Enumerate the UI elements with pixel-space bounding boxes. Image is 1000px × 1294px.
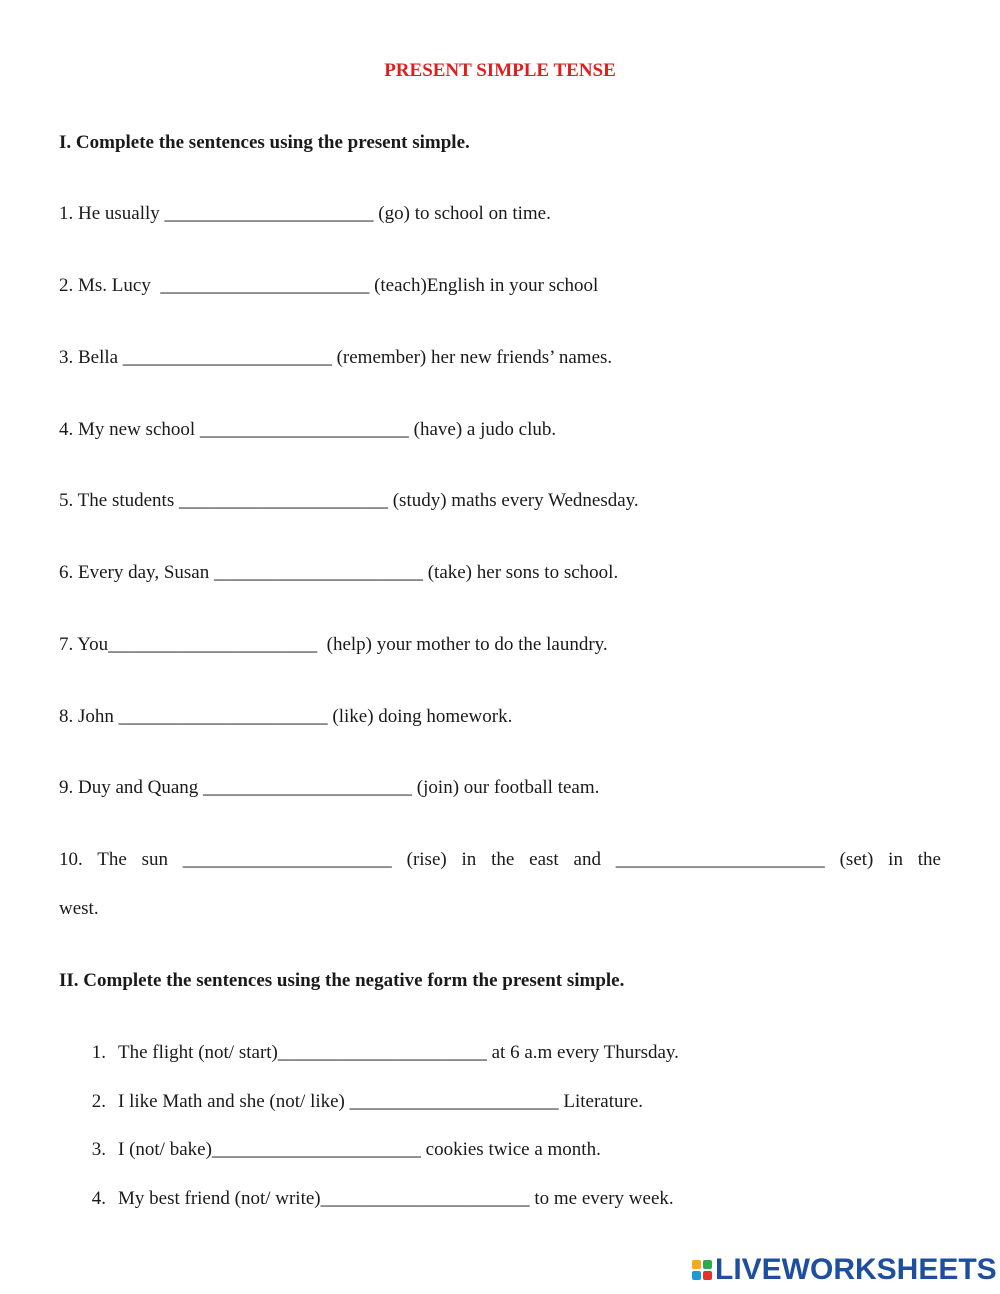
exercise-2-item-3-number: 3. — [91, 1139, 106, 1160]
liveworksheets-logo-icon — [692, 1260, 712, 1280]
exercise-2-item-4-text: My best friend (not/ write)______________________ to me every week. — [118, 1188, 674, 1209]
liveworksheets-logo — [692, 1253, 997, 1287]
exercise-1-item-7: 7. You______________________ (help) your mother to do the laundry. — [59, 634, 608, 655]
section-1-heading: I. Complete the sentences using the present simple. — [59, 132, 470, 153]
exercise-2-item-2-number: 2. — [91, 1091, 106, 1112]
exercise-1-item-10: 10. The sun ______________________ (rise) in the east and ______________________ (set) in the — [59, 849, 941, 870]
exercise-2-item-3-text: I (not/ bake)______________________ cookies twice a month. — [118, 1139, 601, 1160]
logo-square-red — [703, 1271, 712, 1280]
exercise-2-item-4-number: 4. — [91, 1188, 106, 1209]
exercise-1-item-10-continuation: west. — [59, 898, 99, 919]
logo-square-green — [703, 1260, 712, 1269]
exercise-1-item-6: 6. Every day, Susan ______________________ (take) her sons to school. — [59, 562, 619, 583]
page-title: PRESENT SIMPLE TENSE — [384, 60, 616, 81]
exercise-1-item-5: 5. The students ______________________ (study) maths every Wednesday. — [59, 490, 639, 511]
logo-square-orange — [692, 1260, 701, 1269]
exercise-1-item-2: 2. Ms. Lucy ______________________ (teach)English in your school — [59, 275, 599, 296]
exercise-1-item-1: 1. He usually ______________________ (go) to school on time. — [59, 203, 551, 224]
exercise-2-item-2-text: I like Math and she (not/ like) ______________________ Literature. — [118, 1091, 644, 1112]
liveworksheets-logo-text: LIVEWORKSHEETS — [715, 1253, 997, 1286]
section-2-heading: II. Complete the sentences using the negative form the present simple. — [59, 970, 625, 991]
exercise-1-item-9: 9. Duy and Quang ______________________ (join) our football team. — [59, 777, 600, 798]
exercise-1-item-8: 8. John ______________________ (like) doing homework. — [59, 706, 513, 727]
logo-square-blue — [692, 1271, 701, 1280]
exercise-2-item-1-text: The flight (not/ start)______________________ at 6 a.m every Thursday. — [118, 1042, 679, 1063]
exercise-1-item-3: 3. Bella ______________________ (remember) her new friends’ names. — [59, 347, 613, 368]
exercise-2-item-1-number: 1. — [91, 1042, 106, 1063]
exercise-1-item-4: 4. My new school ______________________ (have) a judo club. — [59, 419, 557, 440]
